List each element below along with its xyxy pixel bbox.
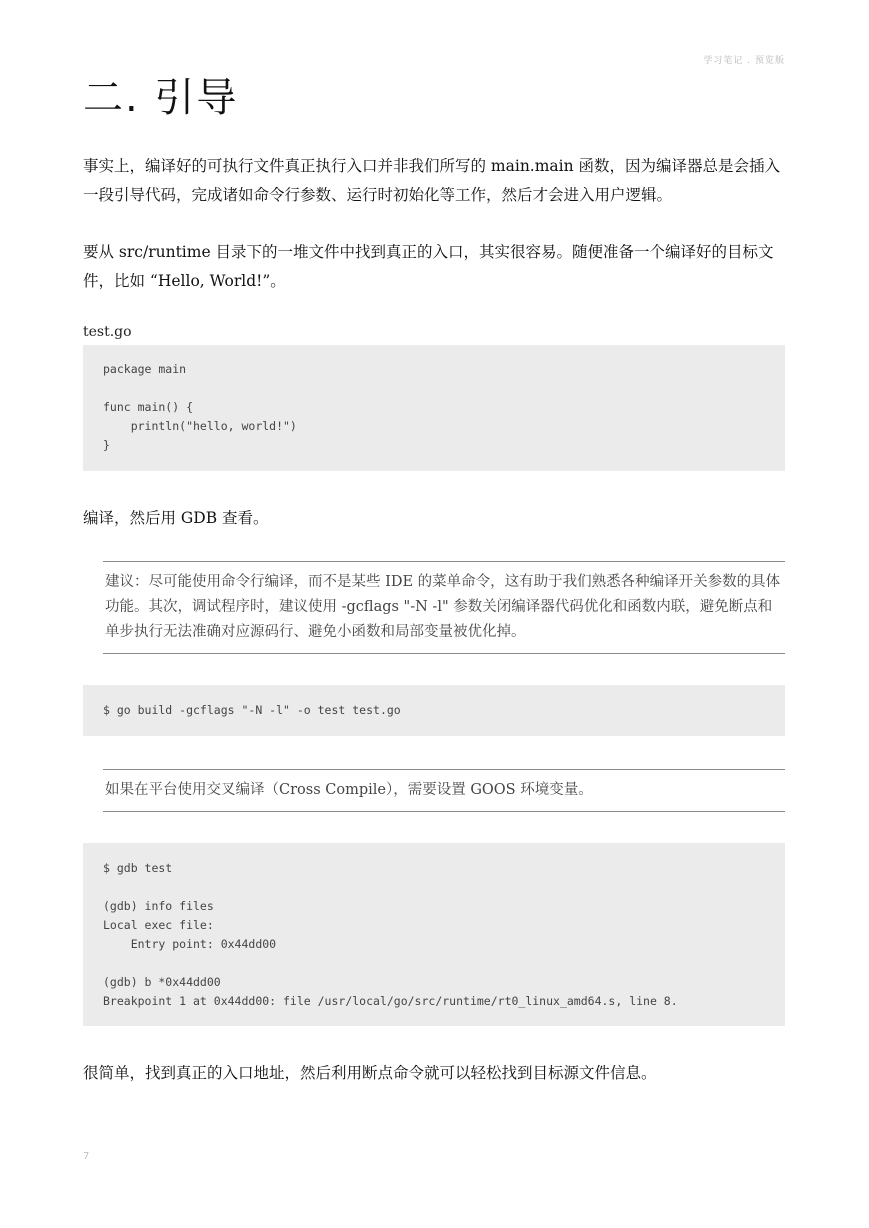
cross-compile-note: 如果在平台使用交叉编译（Cross Compile），需要设置 GOOS 环境变量。 (103, 769, 785, 812)
page-title: 二. 引导 (83, 75, 239, 121)
conclusion-paragraph: 很简单，找到真正的入口地址，然后利用断点命令就可以轻松找到目标源文件信息。 (83, 1064, 657, 1082)
suggestion-note: 建议：尽可能使用命令行编译，而不是某些 IDE 的菜单命令，这有助于我们熟悉各种编译开关参数的具体功能。其次，调试程序时，建议使用 -gcflags "-N -l" 参数关闭编译器代码优化和函数内联，避免断点和单步执行无法准确对应源码行、避免小函数和局部变量被优化掉。 (103, 561, 785, 654)
intro-paragraph: 事实上，编译好的可执行文件真正执行入口并非我们所写的 main.main 函数，因为编译器总是会插入一段引导代码，完成诸如命令行参数、运行时初始化等工作，然后才会进入用户逻辑。 (83, 157, 781, 204)
compile-paragraph: 编译，然后用 GDB 查看。 (83, 509, 269, 527)
page-content (83, 74, 785, 1088)
page-number: 7 (83, 1151, 90, 1162)
code-block-gdb-session: $ gdb test (gdb) info files Local exec file: Entry point: 0x44dd00 (gdb) b *0x44dd00 Breakpoint 1 at 0x44dd00: file /usr/local/go/src/runtime/rt0_linux_amd64.s, line 8. (83, 843, 785, 1026)
code-block-test-go: package main func main() { println("hello, world!") } (83, 345, 785, 471)
entry-paragraph: 要从 src/runtime 目录下的一堆文件中找到真正的入口，其实很容易。随便准备一个编译好的目标文件，比如 “Hello, World!”。 (83, 243, 774, 290)
header-note: 学习笔记 . 预览版 (703, 56, 785, 66)
file-label: test.go (83, 324, 132, 340)
code-block-build-command: $ go build -gcflags "-N -l" -o test test.go (83, 685, 785, 736)
